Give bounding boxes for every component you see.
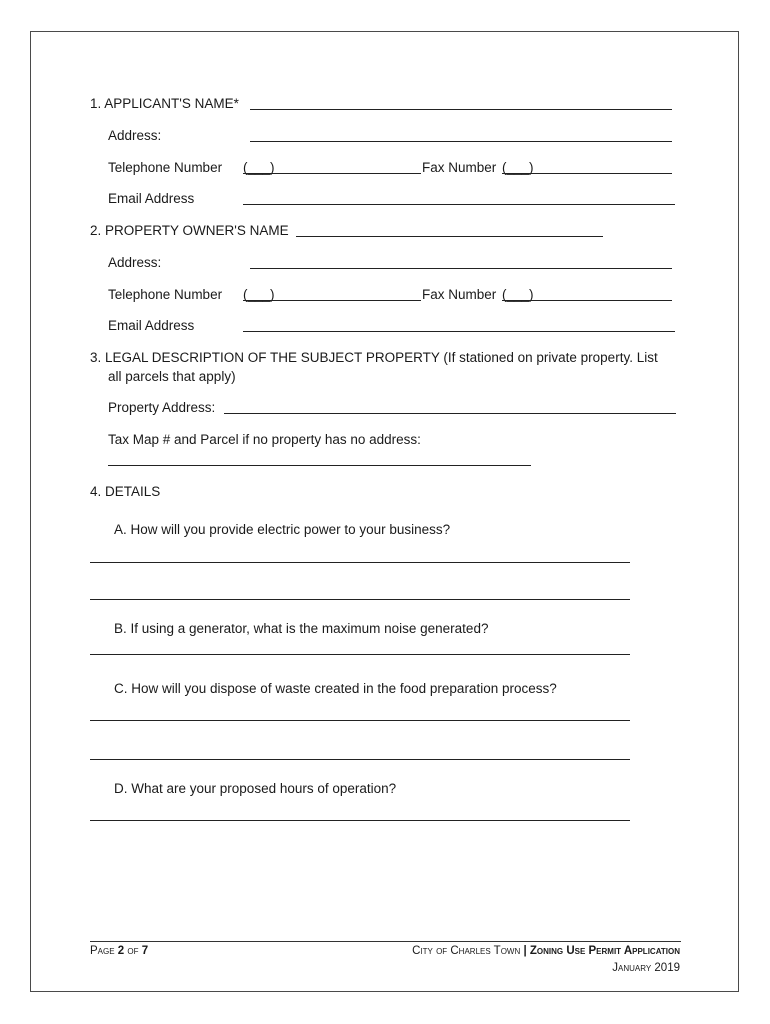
- property-address-label: Property Address:: [108, 400, 216, 415]
- applicant-phone-field[interactable]: [243, 173, 421, 174]
- page-total: 7: [141, 945, 149, 957]
- legal-description-subheading: all parcels that apply): [108, 369, 236, 384]
- applicant-fax-label: Fax Number: [422, 160, 497, 175]
- owner-fax-label: Fax Number: [422, 287, 497, 302]
- footer-doc-title: Zoning Use Permit Application: [529, 945, 680, 957]
- answer-a-line-2[interactable]: [90, 599, 630, 600]
- applicant-phone-label: Telephone Number: [108, 160, 223, 175]
- owner-address-field[interactable]: [250, 268, 672, 269]
- applicant-name-field[interactable]: [250, 109, 672, 110]
- applicant-fax-area-code: (___): [502, 160, 534, 175]
- legal-description-heading: 3. LEGAL DESCRIPTION OF THE SUBJECT PROPERTY (If stationed on private property. List: [90, 350, 658, 365]
- applicant-address-label: Address:: [108, 128, 162, 143]
- question-c: C. How will you dispose of waste created in the food preparation process?: [114, 681, 557, 696]
- owner-fax-area-code: (___): [502, 287, 534, 302]
- tax-map-label: Tax Map # and Parcel if no property has no address:: [108, 432, 421, 447]
- question-d: D. What are your proposed hours of operation?: [114, 781, 397, 796]
- answer-c-line-2[interactable]: [90, 759, 630, 760]
- footer-separator: |: [523, 945, 527, 957]
- owner-name-field[interactable]: [296, 236, 603, 237]
- question-b: B. If using a generator, what is the maximum noise generated?: [114, 621, 489, 636]
- footer-org: City of Charles Town: [412, 945, 521, 957]
- applicant-phone-area-code: (___): [243, 160, 275, 175]
- owner-email-field[interactable]: [243, 331, 675, 332]
- answer-b-line-1[interactable]: [90, 654, 630, 655]
- footer-title: [412, 944, 680, 958]
- footer-date: January 2019: [612, 962, 680, 974]
- page-current: 2: [117, 945, 125, 957]
- owner-fax-field[interactable]: [502, 300, 672, 301]
- details-heading: 4. DETAILS: [90, 484, 161, 499]
- answer-d-line-1[interactable]: [90, 820, 630, 821]
- applicant-email-field[interactable]: [243, 204, 675, 205]
- property-address-field[interactable]: [224, 413, 676, 414]
- page-of: of: [127, 945, 139, 957]
- owner-name-label: 2. PROPERTY OWNER'S NAME: [90, 223, 289, 238]
- applicant-email-label: Email Address: [108, 191, 195, 206]
- owner-address-label: Address:: [108, 255, 162, 270]
- tax-map-field[interactable]: [108, 465, 531, 466]
- applicant-address-field[interactable]: [250, 141, 672, 142]
- applicant-name-label: 1. APPLICANT'S NAME*: [90, 96, 239, 111]
- owner-phone-label: Telephone Number: [108, 287, 223, 302]
- question-a: A. How will you provide electric power to your business?: [114, 522, 451, 537]
- owner-phone-area-code: (___): [243, 287, 275, 302]
- answer-c-line-1[interactable]: [90, 720, 630, 721]
- footer-rule: [90, 941, 681, 942]
- owner-phone-field[interactable]: [243, 300, 421, 301]
- page-number: [90, 944, 148, 958]
- applicant-fax-field[interactable]: [502, 173, 672, 174]
- owner-email-label: Email Address: [108, 318, 195, 333]
- answer-a-line-1[interactable]: [90, 562, 630, 563]
- page-prefix: Page: [90, 945, 115, 957]
